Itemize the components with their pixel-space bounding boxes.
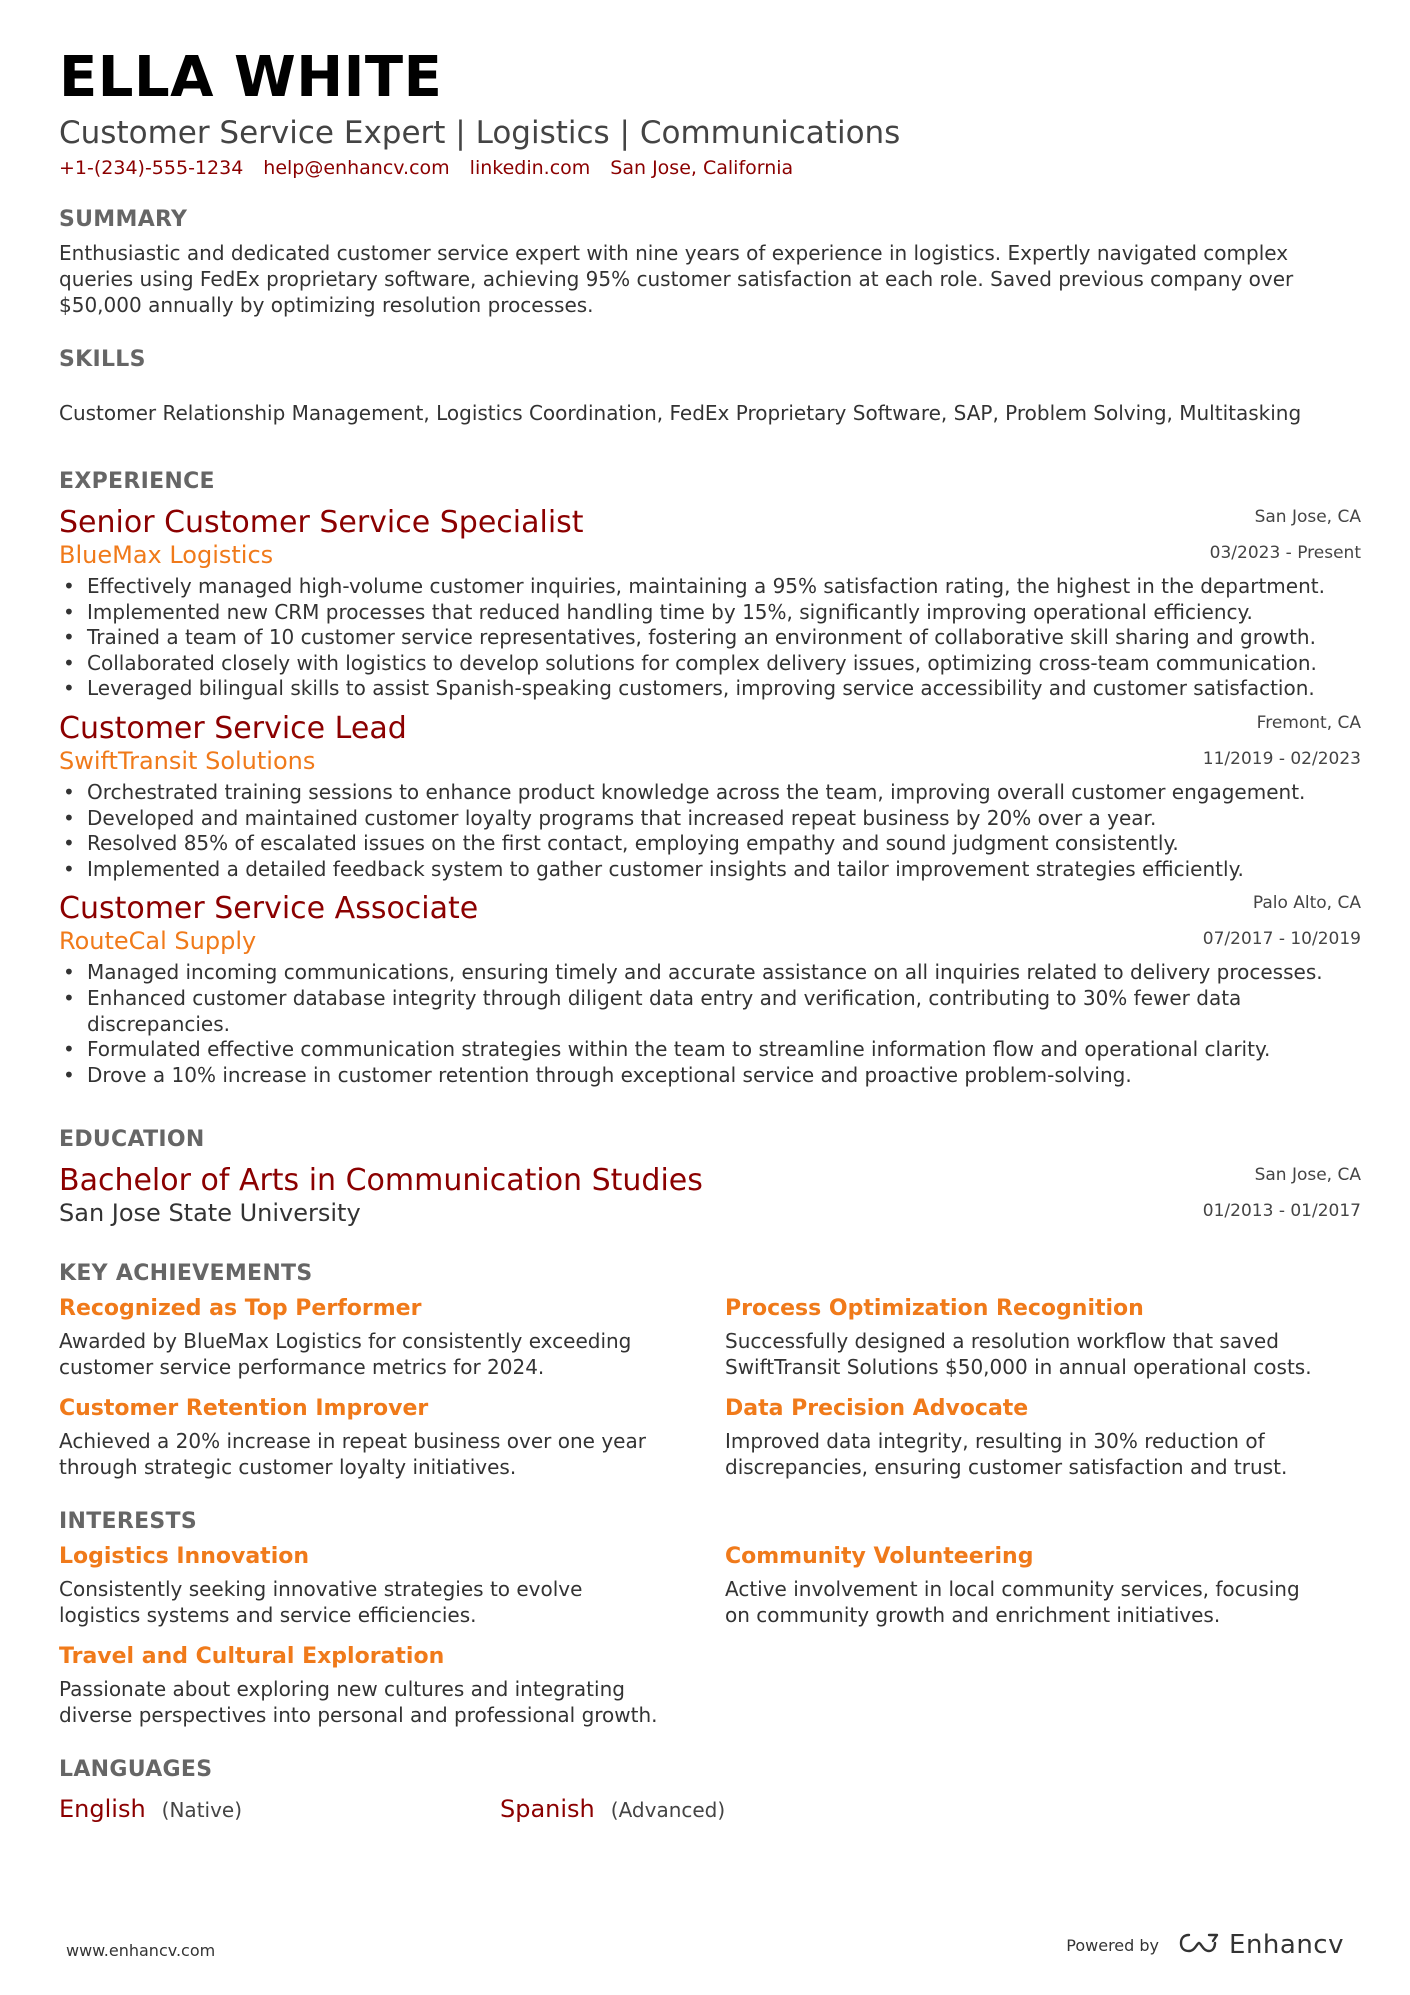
job-bullet: • Implemented new CRM processes that reduced handling time by 15%, significantly improving operational efficiency. <box>59 600 1361 626</box>
interest-desc: Consistently seeking innovative strategies to evolve logistics systems and service efficiencies. <box>59 1577 583 1628</box>
summary-text: Enthusiastic and dedicated customer service expert with nine years of experience in logistics. Expertly navigated complex queries using FedEx proprietary software, achieving 95% customer satisfaction at each role. Saved previous company over $50,000 annually by optimizing resolution processes. <box>59 241 1294 317</box>
education-section <box>59 1126 1361 1228</box>
enhancv-brand-name: Enhancv <box>1229 1930 1344 1960</box>
contact-phone[interactable]: +1-(234)-555-1234 <box>59 157 244 179</box>
section-title-summary: SUMMARY <box>59 207 188 232</box>
job-location: Palo Alto, CA <box>1252 893 1361 914</box>
job-title: Senior Customer Service Specialist <box>59 505 584 540</box>
job-meta <box>1203 892 1361 950</box>
powered-by-label: Powered by <box>1066 1935 1160 1955</box>
job-bullet: • Enhanced customer database integrity through diligent data entry and verification, contributing to 30% fewer data discrepancies. <box>59 986 1361 1037</box>
skills-text: Customer Relationship Management, Logistics Coordination, FedEx Proprietary Software, SAP, Problem Solving, Multitasking <box>59 401 1302 425</box>
summary-section <box>59 206 1361 318</box>
job-bullet: • Trained a team of 10 customer service representatives, fostering an environment of collaborative skill sharing and growth. <box>59 625 1361 651</box>
achievement-item <box>59 1394 725 1480</box>
contact-location: San Jose, California <box>610 157 794 179</box>
languages-section <box>59 1756 1361 1824</box>
job-meta <box>1210 506 1361 564</box>
job-company: RouteCal Supply <box>59 927 257 956</box>
education-degree: Bachelor of Arts in Communication Studies <box>59 1163 703 1199</box>
language-item <box>500 1794 941 1824</box>
education-meta <box>1203 1164 1361 1222</box>
achievements-grid <box>59 1288 1361 1480</box>
job-bullet: • Leveraged bilingual skills to assist Spanish-speaking customers, improving service accessibility and customer satisfaction. <box>59 676 1361 702</box>
enhancv-logo-icon <box>1179 1931 1219 1959</box>
contact-line <box>59 156 1361 180</box>
achievement-desc: Achieved a 20% increase in repeat business over one year through strategic customer loyalty initiatives. <box>59 1429 646 1480</box>
section-title-experience: EXPERIENCE <box>59 469 215 494</box>
job-bullet: • Collaborated closely with logistics to develop solutions for complex delivery issues, optimizing cross-team communication. <box>59 651 1361 677</box>
interest-desc: Active involvement in local community services, focusing on community growth and enrichment initiatives. <box>725 1577 1300 1628</box>
achievement-title: Recognized as Top Performer <box>59 1296 422 1322</box>
contact-email[interactable]: help@enhancv.com <box>263 157 450 179</box>
job-dates: 11/2019 - 02/2023 <box>1202 748 1361 769</box>
job-company: SwiftTransit Solutions <box>59 746 316 775</box>
job-bullet: • Orchestrated training sessions to enhance product knowledge across the team, improving overall customer engagement. <box>59 780 1361 806</box>
skills-section <box>59 346 1361 426</box>
achievements-section <box>59 1260 1361 1480</box>
languages-row <box>59 1794 1361 1824</box>
language-level: (Native) <box>161 1798 243 1823</box>
section-title-interests: INTERESTS <box>59 1509 197 1535</box>
job-bullet: • Formulated effective communication strategies within the team to streamline information flow and operational clarity. <box>59 1037 1361 1063</box>
job-title: Customer Service Associate <box>59 891 479 927</box>
language-name: Spanish <box>500 1795 595 1824</box>
job-bullet: • Implemented a detailed feedback system to gather customer insights and tailor improvement strategies efficiently. <box>59 857 1361 883</box>
job-bullets <box>59 780 1361 882</box>
language-item <box>59 1794 500 1824</box>
job-dates: 07/2017 - 10/2019 <box>1202 929 1361 950</box>
interest-title: Travel and Cultural Exploration <box>59 1644 445 1670</box>
job-title: Customer Service Lead <box>59 710 407 746</box>
job-company: BlueMax Logistics <box>59 541 274 569</box>
resume-header <box>59 46 1361 180</box>
achievement-title: Data Precision Advocate <box>725 1396 1029 1422</box>
job-bullet: • Drove a 10% increase in customer retention through exceptional service and proactive problem-solving. <box>59 1063 1361 1089</box>
job-location: Fremont, CA <box>1256 712 1361 733</box>
education-entry <box>59 1162 1361 1228</box>
job-bullet: • Resolved 85% of escalated issues on the first contact, employing empathy and sound judgment consistently. <box>59 831 1361 857</box>
interest-item <box>59 1642 725 1728</box>
interests-grid <box>59 1536 1361 1728</box>
education-dates: 01/2013 - 01/2017 <box>1202 1201 1361 1222</box>
achievement-title: Process Optimization Recognition <box>725 1296 1144 1322</box>
language-name: English <box>59 1795 146 1824</box>
job-entry <box>59 890 1361 1088</box>
achievement-item <box>725 1294 1361 1380</box>
achievement-item <box>725 1394 1361 1480</box>
job-location: San Jose, CA <box>1254 507 1361 527</box>
interest-item <box>725 1542 1361 1628</box>
achievement-title: Customer Retention Improver <box>59 1396 429 1422</box>
enhancv-brand[interactable] <box>1179 1930 1344 1960</box>
job-bullet: • Developed and maintained customer loyalty programs that increased repeat business by 20% over a year. <box>59 806 1361 832</box>
job-meta <box>1203 712 1361 770</box>
achievement-item <box>59 1294 725 1380</box>
interest-title: Community Volunteering <box>725 1544 1034 1570</box>
job-bullets <box>59 574 1361 702</box>
experience-section <box>59 468 1361 1088</box>
candidate-name: ELLA WHITE <box>59 45 443 110</box>
job-entry <box>59 710 1361 882</box>
achievement-desc: Improved data integrity, resulting in 30% reduction of discrepancies, ensuring customer satisfaction and trust. <box>725 1429 1288 1480</box>
language-level: (Advanced) <box>610 1798 726 1823</box>
job-entry <box>59 504 1361 702</box>
resume-content <box>59 46 1361 1824</box>
achievement-desc: Successfully designed a resolution workflow that saved SwiftTransit Solutions $50,000 in annual operational costs. <box>725 1329 1312 1380</box>
job-dates: 03/2023 - Present <box>1209 543 1361 563</box>
interest-item <box>59 1542 725 1628</box>
education-location: San Jose, CA <box>1254 1165 1361 1186</box>
footer-website[interactable]: www.enhancv.com <box>66 1941 216 1960</box>
interest-desc: Passionate about exploring new cultures and integrating diverse perspectives into personal and professional growth. <box>59 1677 658 1728</box>
achievement-desc: Awarded by BlueMax Logistics for consistently exceeding customer service performance metrics for 2024. <box>59 1329 632 1380</box>
interests-section <box>59 1508 1361 1728</box>
section-title-education: EDUCATION <box>59 1127 205 1153</box>
contact-linkedin[interactable]: linkedin.com <box>469 157 591 179</box>
job-bullets <box>59 960 1361 1088</box>
job-bullet: • Managed incoming communications, ensuring timely and accurate assistance on all inquiries related to delivery processes. <box>59 960 1361 986</box>
footer-branding <box>1066 1930 1344 1960</box>
candidate-headline: Customer Service Expert | Logistics | Communications <box>59 115 901 151</box>
section-title-languages: LANGUAGES <box>59 1757 213 1783</box>
section-title-skills: SKILLS <box>59 347 146 372</box>
job-bullet: • Effectively managed high-volume customer inquiries, maintaining a 95% satisfaction rating, the highest in the department. <box>59 574 1361 600</box>
education-school: San Jose State University <box>59 1199 361 1228</box>
interest-title: Logistics Innovation <box>59 1544 310 1570</box>
section-title-achievements: KEY ACHIEVEMENTS <box>59 1261 313 1287</box>
